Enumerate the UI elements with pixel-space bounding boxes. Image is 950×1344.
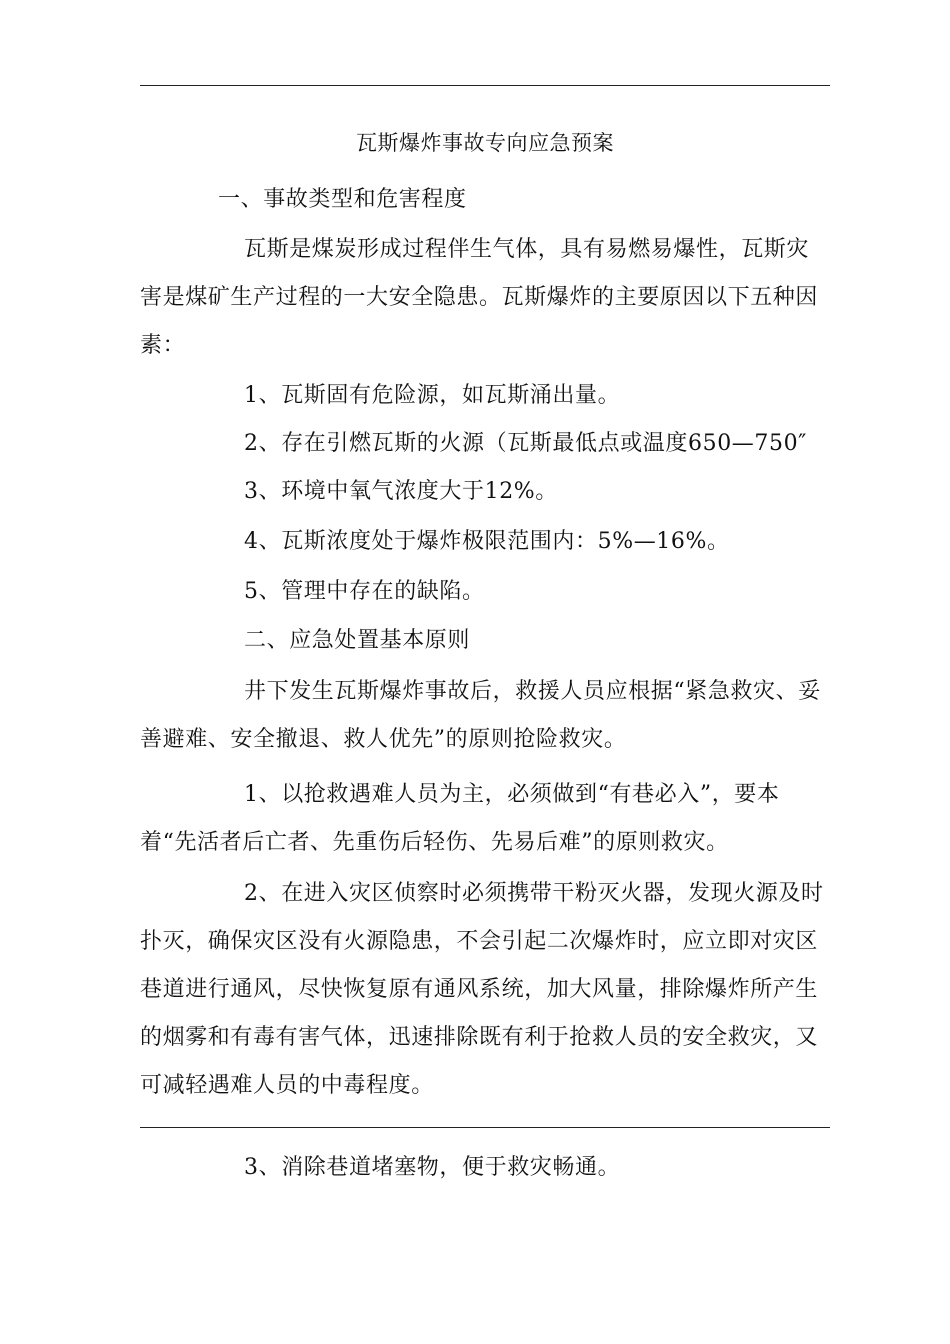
section-1-intro: 瓦斯是煤炭形成过程伴生气体，具有易燃易爆性，瓦斯灾害是煤矿生产过程的一大安全隐患。瓦斯爆炸的主要原因以下五种因素： (140, 237, 819, 358)
factor-item-4: 4、瓦斯浓度处于爆炸极限范围内：5%—16%。 (244, 529, 730, 554)
section-2-heading: 二、应急处置基本原则 (244, 628, 471, 653)
page-break-rule (140, 1127, 830, 1128)
header-rule (140, 85, 830, 86)
factor-item-1: 1、瓦斯固有危险源，如瓦斯涌出量。 (244, 383, 621, 408)
factor-item-5: 5、管理中存在的缺陷。 (244, 579, 485, 604)
principle-2: 2、在进入灾区侦察时必须携带干粉灭火器，发现火源及时扑灭，确保灾区没有火源隐患，不会引起二次爆炸时，应立即对灾区巷道进行通风，尽快恢复原有通风系统，加大风量，排除爆炸所产生的烟雾和有毒有害气体，迅速排除既有利于抢救人员的安全救灾，又可减轻遇难人员的中毒程度。 (140, 881, 824, 1098)
factor-item-2: 2、存在引燃瓦斯的火源（瓦斯最低点或温度650—750″ (244, 431, 807, 456)
principle-1: 1、以抢救遇难人员为主，必须做到“有巷必入”，要本着“先活者后亡者、先重伤后轻伤、先易后难”的原则救灾。 (140, 782, 780, 855)
document-title: 瓦斯爆炸事故专向应急预案 (356, 131, 614, 155)
section-2-intro: 井下发生瓦斯爆炸事故后，救援人员应根据“紧急救灾、妥善避难、安全撤退、救人优先”的原则抢险救灾。 (140, 679, 821, 752)
principle-3: 3、消除巷道堵塞物，便于救灾畅通。 (244, 1155, 621, 1180)
section-1-heading: 一、事故类型和危害程度 (218, 187, 467, 212)
factor-item-3: 3、环境中氧气浓度大于12%。 (244, 479, 558, 504)
